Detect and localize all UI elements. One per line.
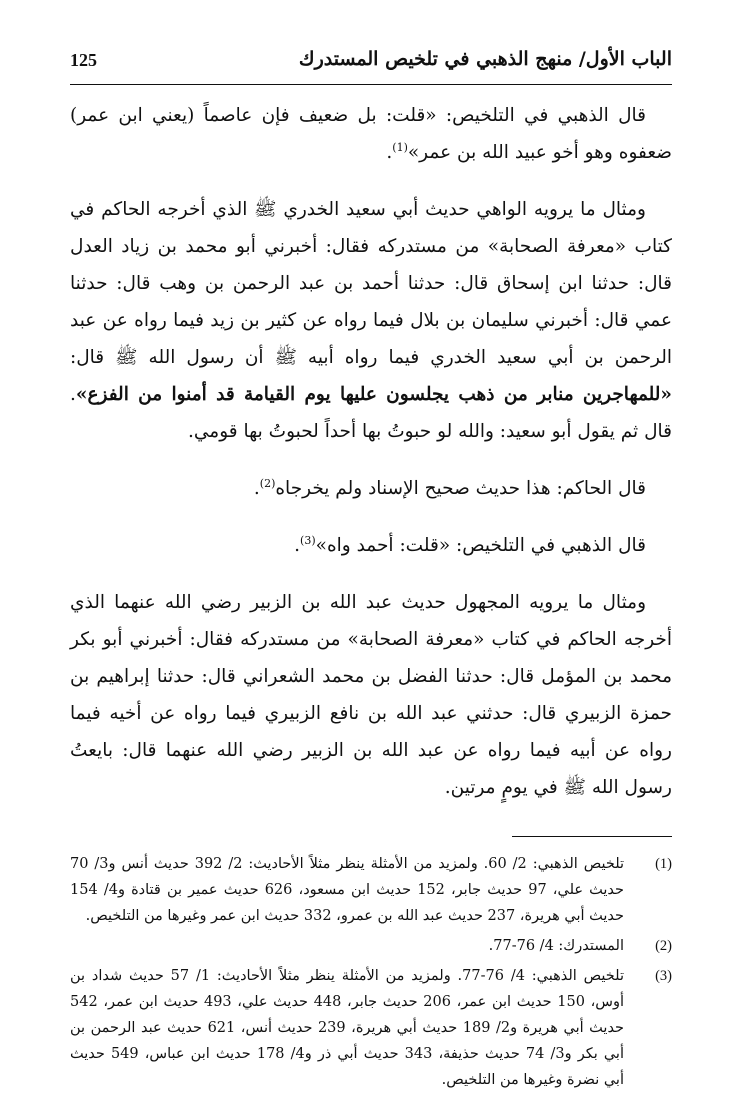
footnote-text: تلخيص الذهبي: 4/ 76-77. ولمزيد من الأمثلة ينظر مثلاً الأحاديث: 1/ 57 حديث شداد بن أوس، 150 حديث ابن عمر، 206 حديث جابر، 448 حديث علي، 493 حديث ابن عمر، 542 حديث أبي هريرة و2/ 189 حديث أبي هريرة، 239 حديث أنس، 621 حديث عبد الرحمن بن أبي بكر و3/ 74 حديث حذيفة، 343 حديث أبي ذر و4/ 178 حديث ابن عباس، 549 حديث أبي نضرة وغيرها من التلخيص. xyxy=(70,968,625,1088)
paragraph-3 xyxy=(70,470,672,507)
footnote-text: تلخيص الذهبي: 2/ 60. ولمزيد من الأمثلة ينظر مثلاً الأحاديث: 2/ 392 حديث أنس و3/ 70 حديث علي، 97 حديث جابر، 152 حديث ابن مسعود، 626 حديث عمير بن قتادة و4/ 154 حديث أبي هريرة، 237 حديث عبد الله بن عمرو، 332 حديث ابن عمر وغيرها من التلخيص. xyxy=(70,856,625,924)
page-number: 125 xyxy=(70,50,97,70)
paragraph-5: ومثال ما يرويه المجهول حديث عبد الله بن الزبير رضي الله عنهما الذي أخرجه الحاكم في كتاب «معرفة الصحابة» من مستدركه فقال: أخبرني أبو بكر محمد بن المؤمل قال: حدثنا الفضل بن محمد الشعراني قال: حدثنا إبراهيم بن حمزة الزبيري قال: حدثني عبد الله بن نافع الزبيري فيما رواه عن أخيه فيما رواه عن أبيه فيما رواه عن عبد الله بن الزبير رضي الله عنهما قال: بايعتُ رسول الله ﷺ في يومٍ مرتين. xyxy=(70,592,672,798)
hadith-quote: «للمهاجرين منابر من ذهب يجلسون عليها يوم القيامة قد أمنوا من الفزع» xyxy=(75,384,672,405)
paragraph-2-continuation: . قال ثم يقول أبو سعيد: والله لو حبوتُ بها أحداً لحبوتُ بها قومي. xyxy=(70,384,672,442)
paragraph-3-text: قال الحاكم: هذا حديث صحيح الإسناد ولم يخرجاه xyxy=(275,478,646,499)
running-header xyxy=(70,44,672,85)
header-title: الباب الأول/ منهج الذهبي في تلخيص المستدرك xyxy=(298,48,672,70)
footnote-text: المستدرك: 4/ 76-77. xyxy=(488,938,624,954)
main-text xyxy=(70,97,672,806)
footnote-ref-2[interactable]: (2) xyxy=(259,476,276,490)
paragraph-1 xyxy=(70,97,672,171)
footnote-2 xyxy=(70,933,672,959)
paragraph-2-text: ومثال ما يرويه الواهي حديث أبي سعيد الخدري ﷺ الذي أخرجه الحاكم في كتاب «معرفة الصحابة» من مستدركه فقال: أخبرني أبو محمد بن زياد العدل قال: حدثنا ابن إسحاق قال: حدثنا أحمد بن عبد الرحمن بن وهب قال: حدثنا عمي قال: أخبرني سليمان بن بلال فيما رواه عن كثير بن زيد فيما رواه عن عبد الرحمن بن أبي سعيد الخدري فيما رواه أبيه ﷺ أن رسول الله ﷺ قال: xyxy=(70,199,672,368)
footnote-ref-1[interactable]: (1) xyxy=(392,140,408,154)
paragraph-3-end: . xyxy=(253,478,260,499)
paragraph-2 xyxy=(70,191,672,450)
paragraph-4-text: قال الذهبي في التلخيص: «قلت: أحمد واه» xyxy=(315,535,646,556)
footnote-number: (1) xyxy=(655,856,672,872)
paragraph-4-end: . xyxy=(294,535,301,556)
footnote-number: (2) xyxy=(655,938,672,954)
footnote-1 xyxy=(70,851,672,929)
footnote-separator xyxy=(512,836,672,837)
footnote-3 xyxy=(70,963,672,1093)
paragraph-1-end: . xyxy=(386,142,393,163)
footnote-number: (3) xyxy=(655,968,672,984)
paragraph-4 xyxy=(70,527,672,564)
footnote-ref-3[interactable]: (3) xyxy=(300,533,316,547)
paragraph-1-text: قال الذهبي في التلخيص: «قلت: بل ضعيف فإن عاصماً (يعني ابن عمر) ضعفوه وهو أخو عبيد الله بن عمر» xyxy=(70,105,672,163)
footnotes xyxy=(70,851,672,1093)
book-page xyxy=(70,44,672,1097)
